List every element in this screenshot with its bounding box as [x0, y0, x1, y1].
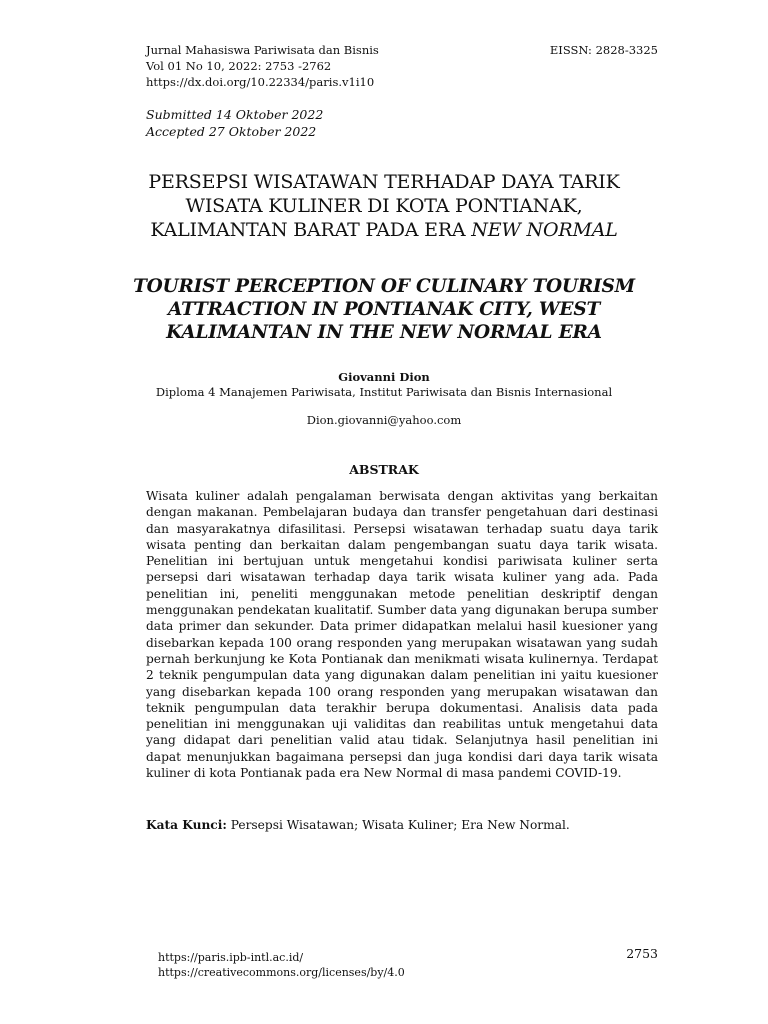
title-id-line-3-normal: KALIMANTAN BARAT PADA ERA — [150, 219, 472, 241]
abstract-heading: ABSTRAK — [349, 462, 419, 477]
footer-url-journal[interactable]: https://paris.ipb-intl.ac.id/ — [158, 951, 304, 964]
title-id-line-3-italic: NEW NORMAL — [471, 219, 618, 241]
journal-name: Jurnal Mahasiswa Pariwisata dan Bisnis — [146, 43, 379, 57]
title-id-line-1: PERSEPSI WISATAWAN TERHADAP DAYA TARIK — [148, 171, 620, 193]
page-footer — [158, 950, 405, 980]
journal-issn: EISSN: 2828-3325 — [549, 43, 658, 57]
keywords-text: Persepsi Wisatawan; Wisata Kuliner; Era New Normal. — [226, 818, 570, 832]
journal-volume: Vol 01 No 10, 2022: 2753 -2762 — [146, 59, 332, 73]
title-en-line-2: ATTRACTION IN PONTIANAK CITY, WEST — [167, 299, 601, 320]
page-number: 2753 — [626, 946, 658, 961]
journal-doi: https://dx.doi.org/10.22334/paris.v1i10 — [146, 75, 375, 89]
keywords — [146, 817, 658, 833]
abstract-body: Wisata kuliner adalah pengalaman berwisata dengan aktivitas yang berkaitan dengan makanan. Pembelajaran budaya dan transfer pengetahuan dari destinasi dan masyarakatnya difasilitasi. Persepsi wisatawan terhadap suatu daya tarik wisata penting dan berkaitan dalam pengembangan suatu daya tarik wisata. Penelitian ini bertujuan untuk mengetahui kondisi pariwisata kuliner serta persepsi dari wisatawan terhadap daya tarik wisata kuliner yang ada. Pada penelitian ini, peneliti menggunakan metode penelitian deskriptif dengan menggunakan pendekatan kualitatif. Sumber data yang digunakan berupa sumber data primer dan sekunder. Data primer didapatkan melalui hasil kuesioner yang disebarkan kepada 100 orang responden yang merupakan wisatawan yang sudah pernah berkunjung ke Kota Pontianak dan menikmati wisata kulinernya. Terdapat 2 teknik pengumpulan data yang digunakan dalam penelitian ini yaitu kuesioner yang disebarkan kepada 100 orang responden yang merupakan wisatawan dan teknik pengumpulan data terakhir berupa dokumentasi. Analisis data pada penelitian ini menggunakan uji validitas dan reabilitas untuk mengetahui data yang didapat dari penelitian valid atau tidak. Selanjutnya hasil penelitian ini dapat menunjukkan bagaimana persepsi dan juga kondisi dari daya tarik wisata kuliner di kota Pontianak pada era New Normal di masa pandemi COVID-19. — [146, 489, 658, 781]
keywords-label: Kata Kunci: — [146, 818, 227, 832]
title-en-line-3: KALIMANTAN IN THE NEW NORMAL ERA — [166, 322, 602, 343]
title-en-line-1: TOURIST PERCEPTION OF CULINARY TOURISM — [133, 276, 635, 297]
author-email: Dion.giovanni@yahoo.com — [306, 413, 462, 427]
author-affiliation: Diploma 4 Manajemen Pariwisata, Institut Pariwisata dan Bisnis Internasional — [155, 385, 613, 399]
title-english — [100, 275, 668, 344]
title-id-line-3 — [100, 218, 668, 242]
author-block — [100, 370, 668, 428]
submitted-date: Submitted 14 Oktober 2022 — [146, 107, 324, 122]
submission-dates — [146, 106, 323, 140]
journal-header — [146, 42, 658, 90]
title-id-line-2: WISATA KULINER DI KOTA PONTIANAK, — [185, 195, 583, 217]
accepted-date: Accepted 27 Oktober 2022 — [146, 124, 317, 139]
author-name: Giovanni Dion — [338, 370, 430, 384]
title-indonesian — [100, 170, 668, 242]
footer-url-license[interactable]: https://creativecommons.org/licenses/by/4.0 — [158, 966, 405, 979]
